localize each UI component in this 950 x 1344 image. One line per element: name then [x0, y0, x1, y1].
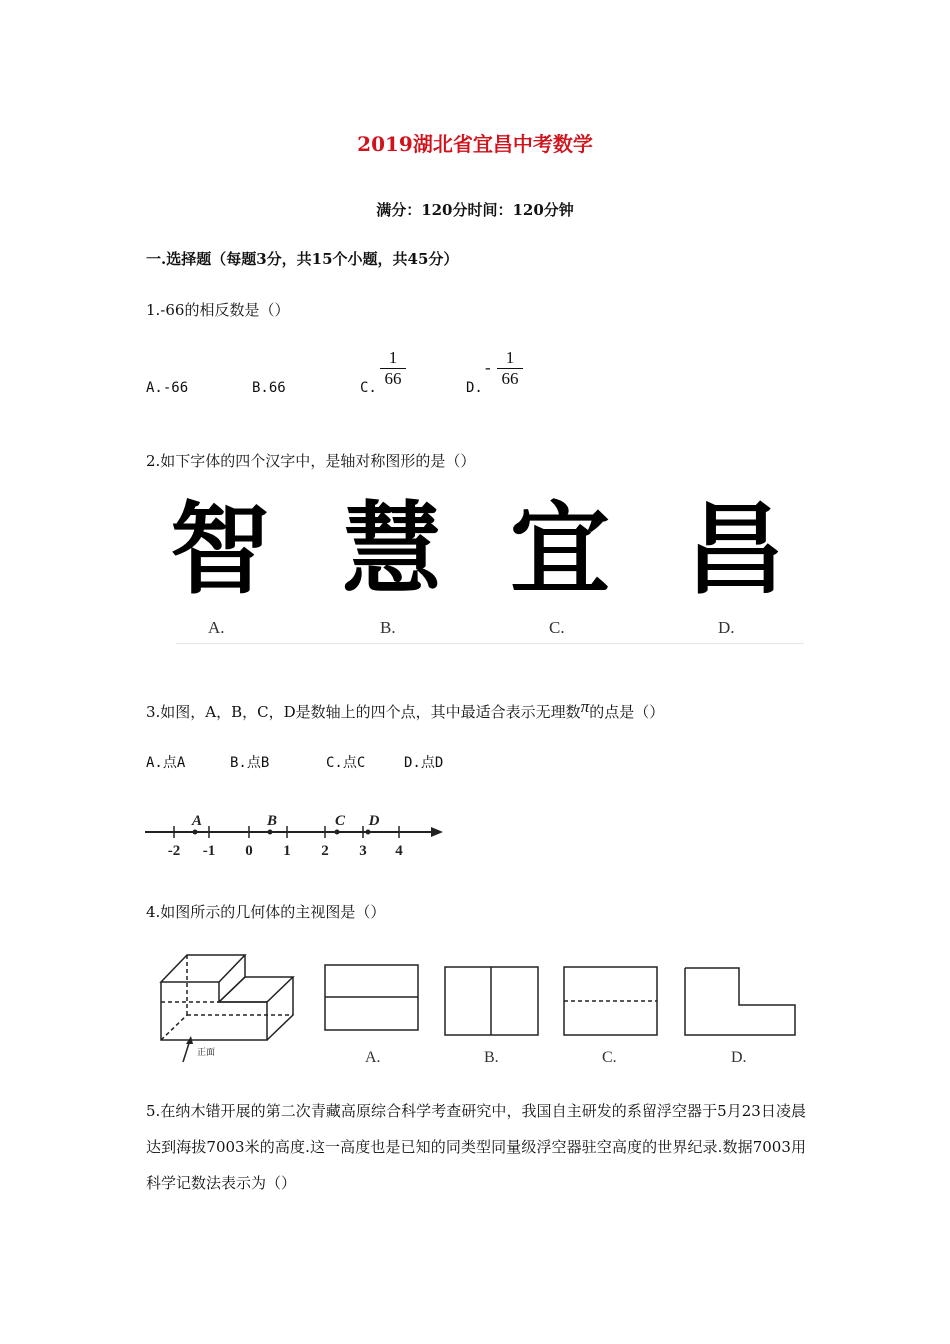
option-d-view — [685, 968, 795, 1035]
q2-label-a: A. — [208, 618, 225, 637]
solid-step-top — [219, 977, 293, 1002]
tick-label: 1 — [283, 843, 291, 859]
q3-stem-start: 3.如图，A，B，C，D是数轴上的四个点，其中最适合表示无理数 — [146, 703, 581, 721]
solid-top-face — [161, 955, 245, 982]
q3-option-c: C.点C — [326, 755, 366, 771]
q1-option-a: A.-66 — [146, 380, 189, 396]
question-4-stem: 4.如图所示的几何体的主视图是（） — [146, 903, 386, 921]
q1-option-c-fraction — [380, 348, 406, 389]
question-1-stem: 1.-66的相反数是（） — [146, 301, 290, 319]
char-zhi: 智 — [170, 491, 270, 608]
point-a-label: A — [191, 813, 203, 829]
tick-label: 3 — [359, 843, 367, 859]
option-c-view — [564, 967, 657, 1035]
solid-right-edge — [267, 977, 293, 1040]
char-yi: 宜 — [510, 491, 610, 608]
q4-label-a: A. — [365, 1049, 381, 1066]
q1-option-c-prefix: C. — [360, 380, 377, 396]
option-b-view — [445, 967, 538, 1035]
solid-front-face — [161, 982, 267, 1040]
q1-option-b: B.66 — [252, 380, 286, 396]
pi-symbol: π — [580, 697, 590, 716]
q3-option-b: B.点B — [230, 755, 270, 771]
q1-option-d-fraction — [497, 348, 523, 389]
question-5-text: 5.在纳木错开展的第二次青藏高原综合科学考查研究中，我国自主研发的系留浮空器于5月23日凌晨达到海拔7003米的高度.这一高度也是已知的同类型同量级浮空器驻空高度的世界纪录.数据7003用科学记数法表示为（） — [146, 1102, 806, 1192]
point-c-label: C — [334, 813, 346, 829]
q3-option-d: D.点D — [404, 755, 444, 771]
axis-arrow-icon — [431, 827, 443, 837]
char-chang: 昌 — [685, 491, 785, 608]
tick-label: -1 — [202, 843, 216, 859]
section-heading: 一.选择题（每题3分，共15个小题，共45分） — [146, 250, 459, 268]
fraction-denominator: 66 — [384, 369, 402, 388]
number-line-figure — [140, 805, 450, 865]
q4-label-c: C. — [602, 1049, 617, 1066]
q2-label-b: B. — [380, 618, 396, 637]
fraction-denominator: 66 — [501, 369, 519, 388]
tick-label: 4 — [395, 843, 403, 859]
q4-label-b: B. — [484, 1049, 499, 1066]
q1-option-d-prefix: D. — [466, 380, 483, 396]
q4-label-d: D. — [731, 1049, 747, 1066]
q3-option-a: A.点A — [146, 755, 186, 771]
option-d-shape — [685, 968, 795, 1035]
q2-label-d: D. — [718, 618, 735, 637]
point-d-label: D — [368, 813, 380, 829]
point-c-dot — [335, 830, 340, 835]
point-a-dot — [193, 830, 198, 835]
q1-option-d-sign: - — [485, 358, 491, 377]
fraction-numerator: 1 — [505, 348, 515, 367]
q2-label-c: C. — [549, 618, 565, 637]
figure-divider — [176, 643, 804, 644]
point-b-label: B — [266, 813, 278, 829]
option-a-view — [325, 965, 418, 1030]
geometric-solid — [161, 955, 293, 1040]
fraction-numerator: 1 — [388, 348, 398, 367]
tick-label: -2 — [167, 843, 181, 859]
tick-label: 2 — [321, 843, 329, 859]
hidden-edge — [161, 1015, 187, 1040]
question-2-stem: 2.如下字体的四个汉字中，是轴对称图形的是（） — [146, 452, 476, 470]
point-d-dot — [366, 830, 371, 835]
page-title: 2019湖北省宜昌中考数学 — [357, 132, 593, 156]
solid-figures — [145, 945, 810, 1070]
point-b-dot — [268, 830, 273, 835]
tick-label: 0 — [245, 843, 253, 859]
question-3-stem — [146, 697, 665, 722]
exam-info: 满分：120分时间：120分钟 — [376, 201, 574, 219]
q3-stem-end: 的点是（） — [589, 703, 665, 721]
char-hui: 慧 — [342, 491, 442, 608]
front-view-label: 正面 — [197, 1048, 216, 1058]
